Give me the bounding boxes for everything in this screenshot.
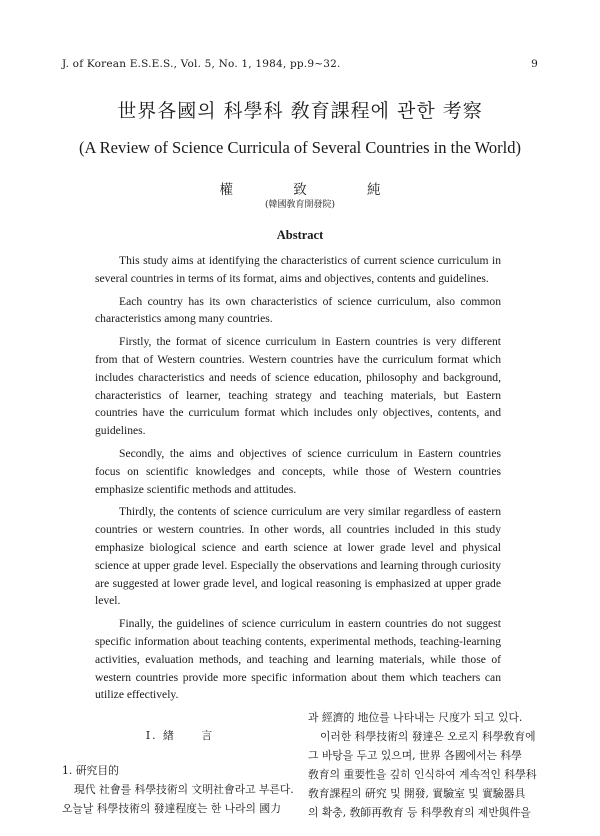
subsection-heading: 1. 硏究目的	[62, 764, 119, 777]
korean-title: 世界各國의 科學科 敎育課程에 관한 考察	[117, 100, 483, 122]
abstract-heading: Abstract	[276, 228, 324, 242]
abstract-paragraph: Secondly, the aims and objectives of science curriculum in Eastern countries focus on scientific knowledges and concepts, while those of Western countries emphasize scientific methods and attitudes.	[95, 446, 501, 496]
page-number: 9	[531, 58, 538, 70]
body-text-line: 이러한 科學技術의 發達은 오로지 科學敎育에	[320, 730, 536, 743]
english-title: (A Review of Science Curricula of Several Countries in the World)	[79, 138, 521, 157]
abstract-paragraph: Thirdly, the contents of science curriculum are very similar regardless of eastern countries or western countries. In other words, all countries included in this study emphasize biological science and earth science at lower grade level and physical science at upper grade level. Especially the observations and learning through curiosity are suggested at lower grade level, and logical reasoning is emphasized at upper grade level.	[95, 505, 501, 608]
body-text-line: 敎育課程의 硏究 및 開發, 實驗室 및 實驗器具	[308, 787, 526, 800]
abstract-paragraph: Finally, the guidelines of science curriculum in eastern countries do not suggest specific information about teaching contents, experimental methods, teaching-learning activities, evaluation methods, and teaching and learning materials, while those of western countries provide more specific information about them which teachers can utilize effectively.	[95, 617, 501, 702]
abstract-paragraph: Firstly, the format of sicence curriculum in Eastern countries is very different from that of Western countries. Western countries have the curriculum format which includes characteristics and needs of science education, philosophy and background, characteristics of learner, teaching strategy and teaching materials, but Eastern countries have the curriculum format which includes only objectives, contents, and guidelines.	[95, 335, 501, 438]
author-name: 權 致 純	[219, 182, 409, 198]
abstract-paragraph: Each country has its own characteristics of science curriculum, also common characteristics among many countries.	[95, 294, 501, 326]
body-right-column	[308, 708, 544, 822]
abstract-body	[95, 252, 501, 709]
body-text-line: 그 바탕을 두고 있으며, 世界 各國에서는 科學	[308, 749, 522, 762]
body-left-column	[62, 708, 298, 818]
body-text-line: 과 經濟的 地位를 나타내는 尺度가 되고 있다.	[308, 711, 523, 724]
running-header	[62, 58, 538, 70]
author-affiliation: (韓國敎育開發院)	[264, 200, 336, 210]
abstract-paragraph: This study aims at identifying the characteristics of current science curriculum in several countries in terms of its format, aims and objectives, contents and guidelines.	[95, 254, 501, 285]
journal-citation: J. of Korean E.S.E.S., Vol. 5, No. 1, 1984, pp.9~32.	[62, 58, 341, 70]
body-text-line: 敎育의 重要性을 깊히 인식하여 계속적인 科學科	[308, 768, 537, 781]
body-text-line: 의 확충, 敎師再敎育 등 科學敎育의 제반與件을	[308, 806, 531, 819]
body-text-line: 오늘날 科學技術의 發達程度는 한 나라의 國力	[62, 802, 281, 815]
body-text-line: 現代 社會를 科學技術의 文明社會라고 부른다.	[74, 783, 294, 796]
section-heading: Ⅰ. 緖 言	[145, 729, 215, 742]
